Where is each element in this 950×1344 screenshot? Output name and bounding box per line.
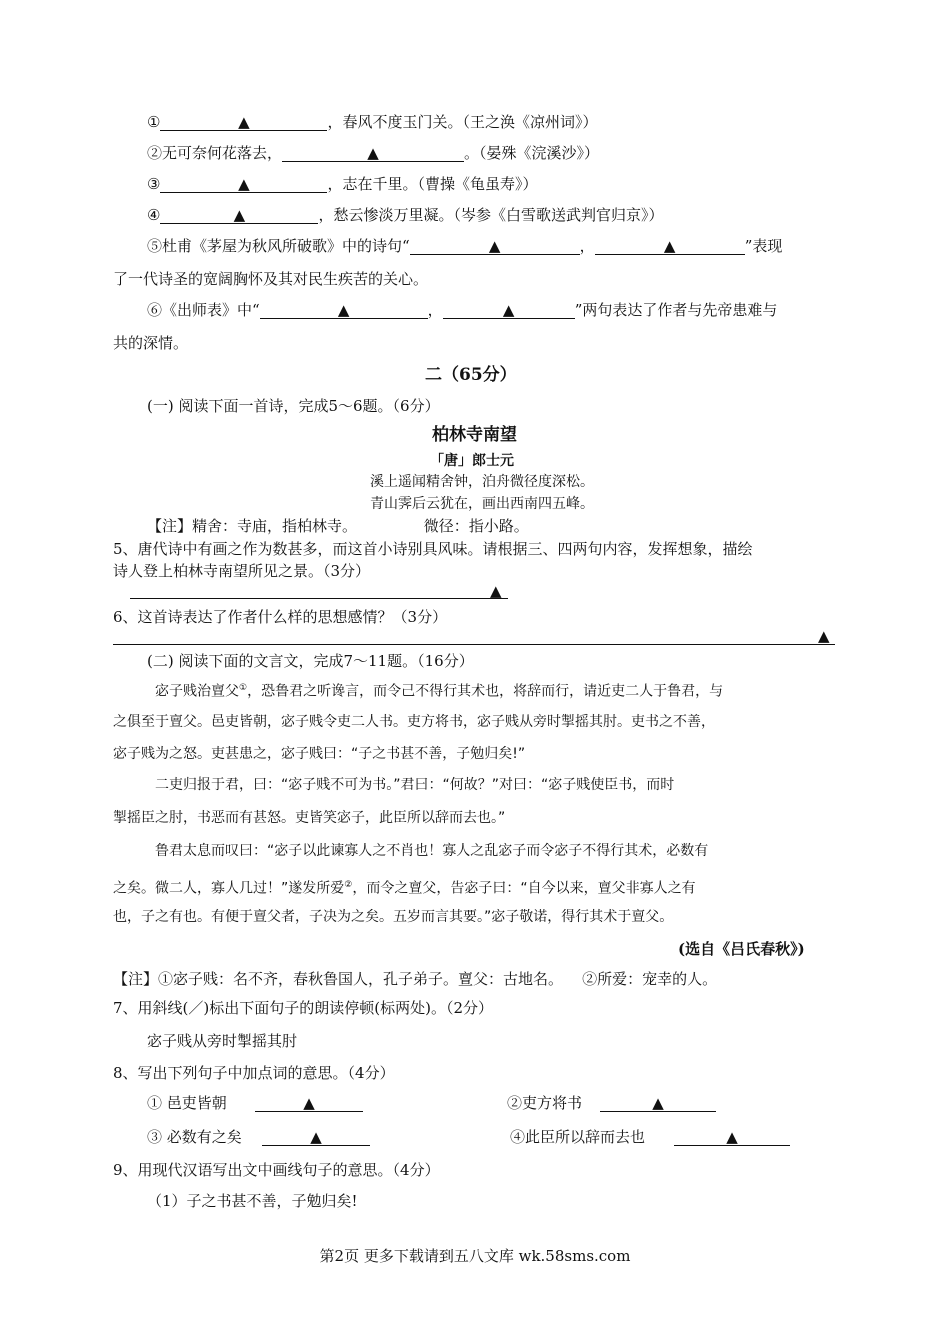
poem-line-2: 青山霁后云犹在，画出西南四五峰。: [370, 496, 594, 512]
section-heading: 二（65分）: [425, 365, 517, 385]
passage-para1-line2: 之俱至于亶父。邑吏皆朝，宓子贱令吏二人书。吏方将书，宓子贱从旁时掣摇其肘。吏书之不善，: [113, 714, 715, 730]
answer-blank-8c[interactable]: ▲: [262, 1127, 370, 1147]
answer-line-q6[interactable]: [113, 644, 835, 645]
answer-blank[interactable]: ▲: [160, 114, 327, 131]
answer-blank[interactable]: ▲: [260, 302, 428, 319]
question-8-d: ④此臣所以辞而去也: [510, 1128, 646, 1146]
passage-para1-line3: 宓子贱为之怒。吏甚患之，宓子贱曰：“子之书甚不善，子勉归矣!”: [113, 746, 526, 762]
fill-q5: ⑤杜甫《茅屋为秋风所破歌》中的诗句“ ▲ ， ▲ ”表现: [147, 237, 783, 255]
passage-source: (选自《吕氏春秋》): [678, 940, 805, 958]
page-footer: 第2页 更多下载请到五八文库 wk.58sms.com: [319, 1247, 631, 1265]
fill-q6-line2: 共的深情。: [113, 334, 189, 352]
question-7-sentence: 宓子贱从旁时掣摇其肘: [147, 1032, 298, 1050]
fill-q2: ②无可奈何花落去， ▲ 。（晏殊《浣溪沙》）: [147, 144, 600, 162]
question-6: 6、这首诗表达了作者什么样的思想感情？（3分）: [113, 608, 448, 626]
fill-q5-line2: 了一代诗圣的宽阔胸怀及其对民生疾苦的关心。: [113, 270, 429, 288]
answer-blank[interactable]: ▲: [160, 176, 327, 193]
part1-intro: (一) 阅读下面一首诗，完成5～6题。（6分）: [147, 397, 440, 415]
question-8: 8、写出下列句子中加点词的意思。（4分）: [113, 1064, 395, 1082]
question-8-a: ① 邑吏皆朝: [147, 1094, 227, 1112]
answer-blank-8d[interactable]: ▲: [674, 1127, 790, 1147]
poem-note: 【注】精舍：寺庙，指柏林寺。 微径：指小路。: [147, 517, 529, 535]
passage-para2-line1: 二吏归报于君，曰：“宓子贱不可为书。”君曰：“何故？”对曰：“宓子贱使臣书，而时: [155, 777, 675, 793]
fill-q3: ③ ▲ ，志在千里。（曹操《龟虽寿》）: [147, 175, 538, 193]
passage-para3-line3: 也，子之有也。有便于亶父者，子决为之矣。五岁而言其要。”宓子敬诺，得行其术于亶父。: [113, 909, 674, 925]
passage-para3-line2: 之矣。微二人，寡人几过！”遂发所爱②，而令之亶父，告宓子曰：“自今以来，亶父非寡人之有: [113, 880, 696, 897]
part2-intro: (二) 阅读下面的文言文，完成7～11题。（16分）: [147, 652, 474, 670]
question-8-b: ②吏方将书: [507, 1094, 583, 1112]
answer-marker: ▲: [490, 582, 502, 600]
poem-title: 柏林寺南望: [432, 425, 517, 445]
fill-q6: ⑥《出师表》中“ ▲ ， ▲ ”两句表达了作者与先帝患难与: [147, 301, 778, 319]
question-5-line2: 诗人登上柏林寺南望所见之景。（3分）: [113, 562, 371, 580]
question-8-c: ③ 必数有之矣: [147, 1128, 242, 1146]
answer-marker: ▲: [818, 627, 830, 645]
answer-blank-8a[interactable]: ▲: [255, 1093, 363, 1113]
passage-note: 【注】①宓子贱：名不齐，春秋鲁国人，孔子弟子。亶父：古地名。 ②所爱：宠幸的人。: [113, 970, 718, 988]
poem-author: 「唐」郎士元: [430, 453, 514, 469]
fill-q4: ④ ▲ ，愁云惨淡万里凝。（岑参《白雪歌送武判官归京》）: [147, 206, 664, 224]
answer-line-q5[interactable]: [130, 598, 508, 599]
question-5: 5、唐代诗中有画之作为数甚多，而这首小诗别具风味。请根据三、四两句内容，发挥想象，描绘: [113, 540, 753, 558]
question-9: 9、用现代汉语写出文中画线句子的意思。（4分）: [113, 1161, 440, 1179]
passage-para3-line1: 鲁君太息而叹曰：“宓子以此谏寡人之不肖也！寡人之乱宓子而令宓子不得行其术，必数有: [155, 843, 709, 859]
answer-blank[interactable]: ▲: [410, 238, 580, 255]
poem-line-1: 溪上遥闻精舍钟，泊舟微径度深松。: [370, 474, 594, 490]
answer-blank[interactable]: ▲: [595, 238, 745, 255]
passage-para1-line1: 宓子贱治亶父①，恐鲁君之听谗言，而令己不得行其术也，将辞而行，请近吏二人于鲁君，与: [155, 683, 724, 700]
answer-blank[interactable]: ▲: [443, 302, 575, 319]
question-7: 7、用斜线(／)标出下面句子的朗读停顿(标两处)。（2分）: [113, 999, 493, 1017]
question-9-1: （1）子之书甚不善，子勉归矣!: [147, 1192, 358, 1210]
answer-blank-8b[interactable]: ▲: [600, 1093, 716, 1113]
fill-q1: ① ▲ ，春风不度玉门关。（王之涣《凉州词》）: [147, 113, 598, 131]
passage-para2-line2: 掣摇臣之肘，书恶而有甚怒。吏皆笑宓子，此臣所以辞而去也。”: [113, 810, 506, 826]
answer-blank[interactable]: ▲: [160, 207, 318, 224]
answer-blank[interactable]: ▲: [282, 145, 464, 162]
